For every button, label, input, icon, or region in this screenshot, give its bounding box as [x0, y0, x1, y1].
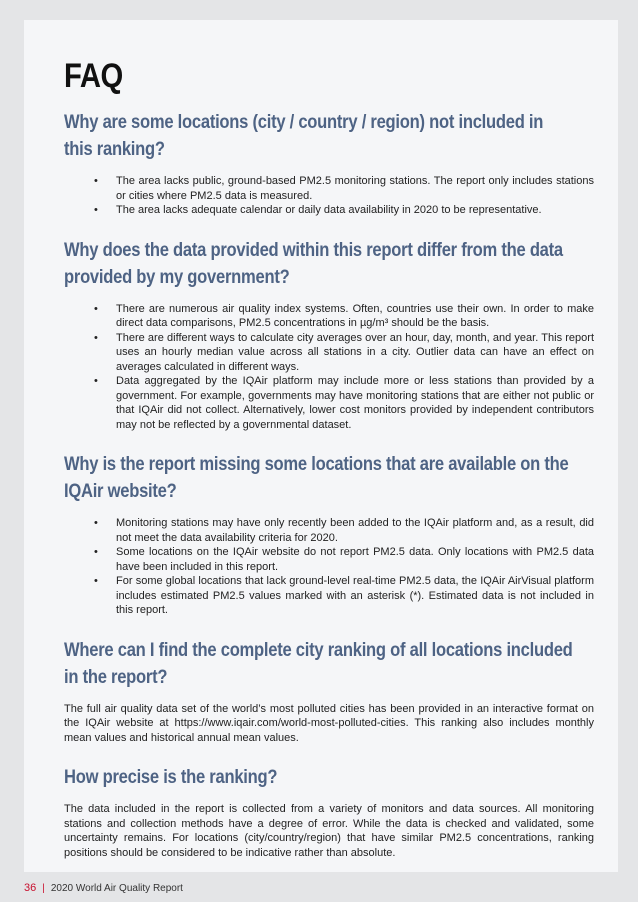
- page-number: 36: [24, 882, 37, 894]
- bullet-icon: •: [94, 546, 98, 558]
- faq-question-4: Where can I find the complete city ranking of all locations included in the report?: [64, 638, 573, 688]
- faq-answer-list-1: [64, 174, 594, 218]
- bullet-icon: •: [94, 375, 98, 387]
- page-panel: [24, 20, 618, 872]
- page-footer: [24, 882, 183, 894]
- bullet-icon: •: [94, 175, 98, 187]
- faq-answer-list-2: [64, 302, 594, 433]
- faq-answer-5: The data included in the report is collected from a variety of monitors and data sources. All monitoring stations and collection methods have a degree of error. While the data is checked and validated, some uncertainty remains. For locations (city/country/region) that have similar PM2.5 concentrations, ranking positions should be considered to be indicative rather than absolute.: [64, 803, 594, 859]
- faq-question-3: Why is the report missing some locations that are available on the IQAir website?: [64, 453, 569, 502]
- list-item: • Some locations on the IQAir website do not report PM2.5 data. Only locations with PM2.5 data have been included in this report.: [94, 546, 594, 573]
- list-item: • The area lacks public, ground-based PM2.5 monitoring stations. The report only includes stations or cities where PM2.5 data is measured.: [94, 175, 594, 202]
- list-item: • Data aggregated by the IQAir platform may include more or less stations than provided by a government. For example, governments may have monitoring stations that are either not public or that IQAir did not collect. Alternatively, lower cost monitors provided by independent contributors may not be reflected by a governmental dataset.: [94, 375, 594, 431]
- faq-question-2: Why does the data provided within this report differ from the data provided by my government?: [64, 238, 563, 288]
- faq-question-1: Why are some locations (city / country / region) not included in this ranking?: [64, 111, 544, 160]
- list-item: • Monitoring stations may have only recently been added to the IQAir platform and, as a result, did not meet the data availability criteria for 2020.: [94, 517, 594, 544]
- faq-question-5: How precise is the ranking?: [64, 766, 278, 788]
- list-item: • For some global locations that lack ground-level real-time PM2.5 data, the IQAir AirVisual platform includes estimated PM2.5 values marked with an asterisk (*). Estimated data is not included in this report.: [94, 575, 594, 616]
- bullet-icon: •: [94, 575, 98, 587]
- faq-answer-4: The full air quality data set of the world’s most polluted cities has been provided in an interactive format on the IQAir website at https://www.iqair.com/world-most-polluted-cities. This ranking also includes monthly mean values and historical annual mean values.: [64, 702, 594, 744]
- faq-content: [64, 56, 594, 860]
- faq-answer-list-3: [64, 516, 594, 618]
- bullet-icon: •: [94, 517, 98, 529]
- list-item: • The area lacks adequate calendar or daily data availability in 2020 to be representative.: [94, 204, 542, 216]
- bullet-icon: •: [94, 302, 98, 315]
- bullet-icon: •: [94, 204, 98, 216]
- page-title: FAQ: [64, 57, 123, 95]
- list-item: • There are numerous air quality index systems. Often, countries use their own. In order to make direct data comparisons, PM2.5 concentrations in µg/m³ should be the basis.: [94, 302, 594, 329]
- list-item: • There are different ways to calculate city averages over an hour, day, month, and year. This report uses an hourly median value across all stations in a city. Outlier data can have an effect on averages calculated in different ways.: [94, 331, 594, 373]
- footer-separator: |: [42, 883, 45, 894]
- report-title: 2020 World Air Quality Report: [50, 883, 183, 894]
- bullet-icon: •: [94, 331, 98, 344]
